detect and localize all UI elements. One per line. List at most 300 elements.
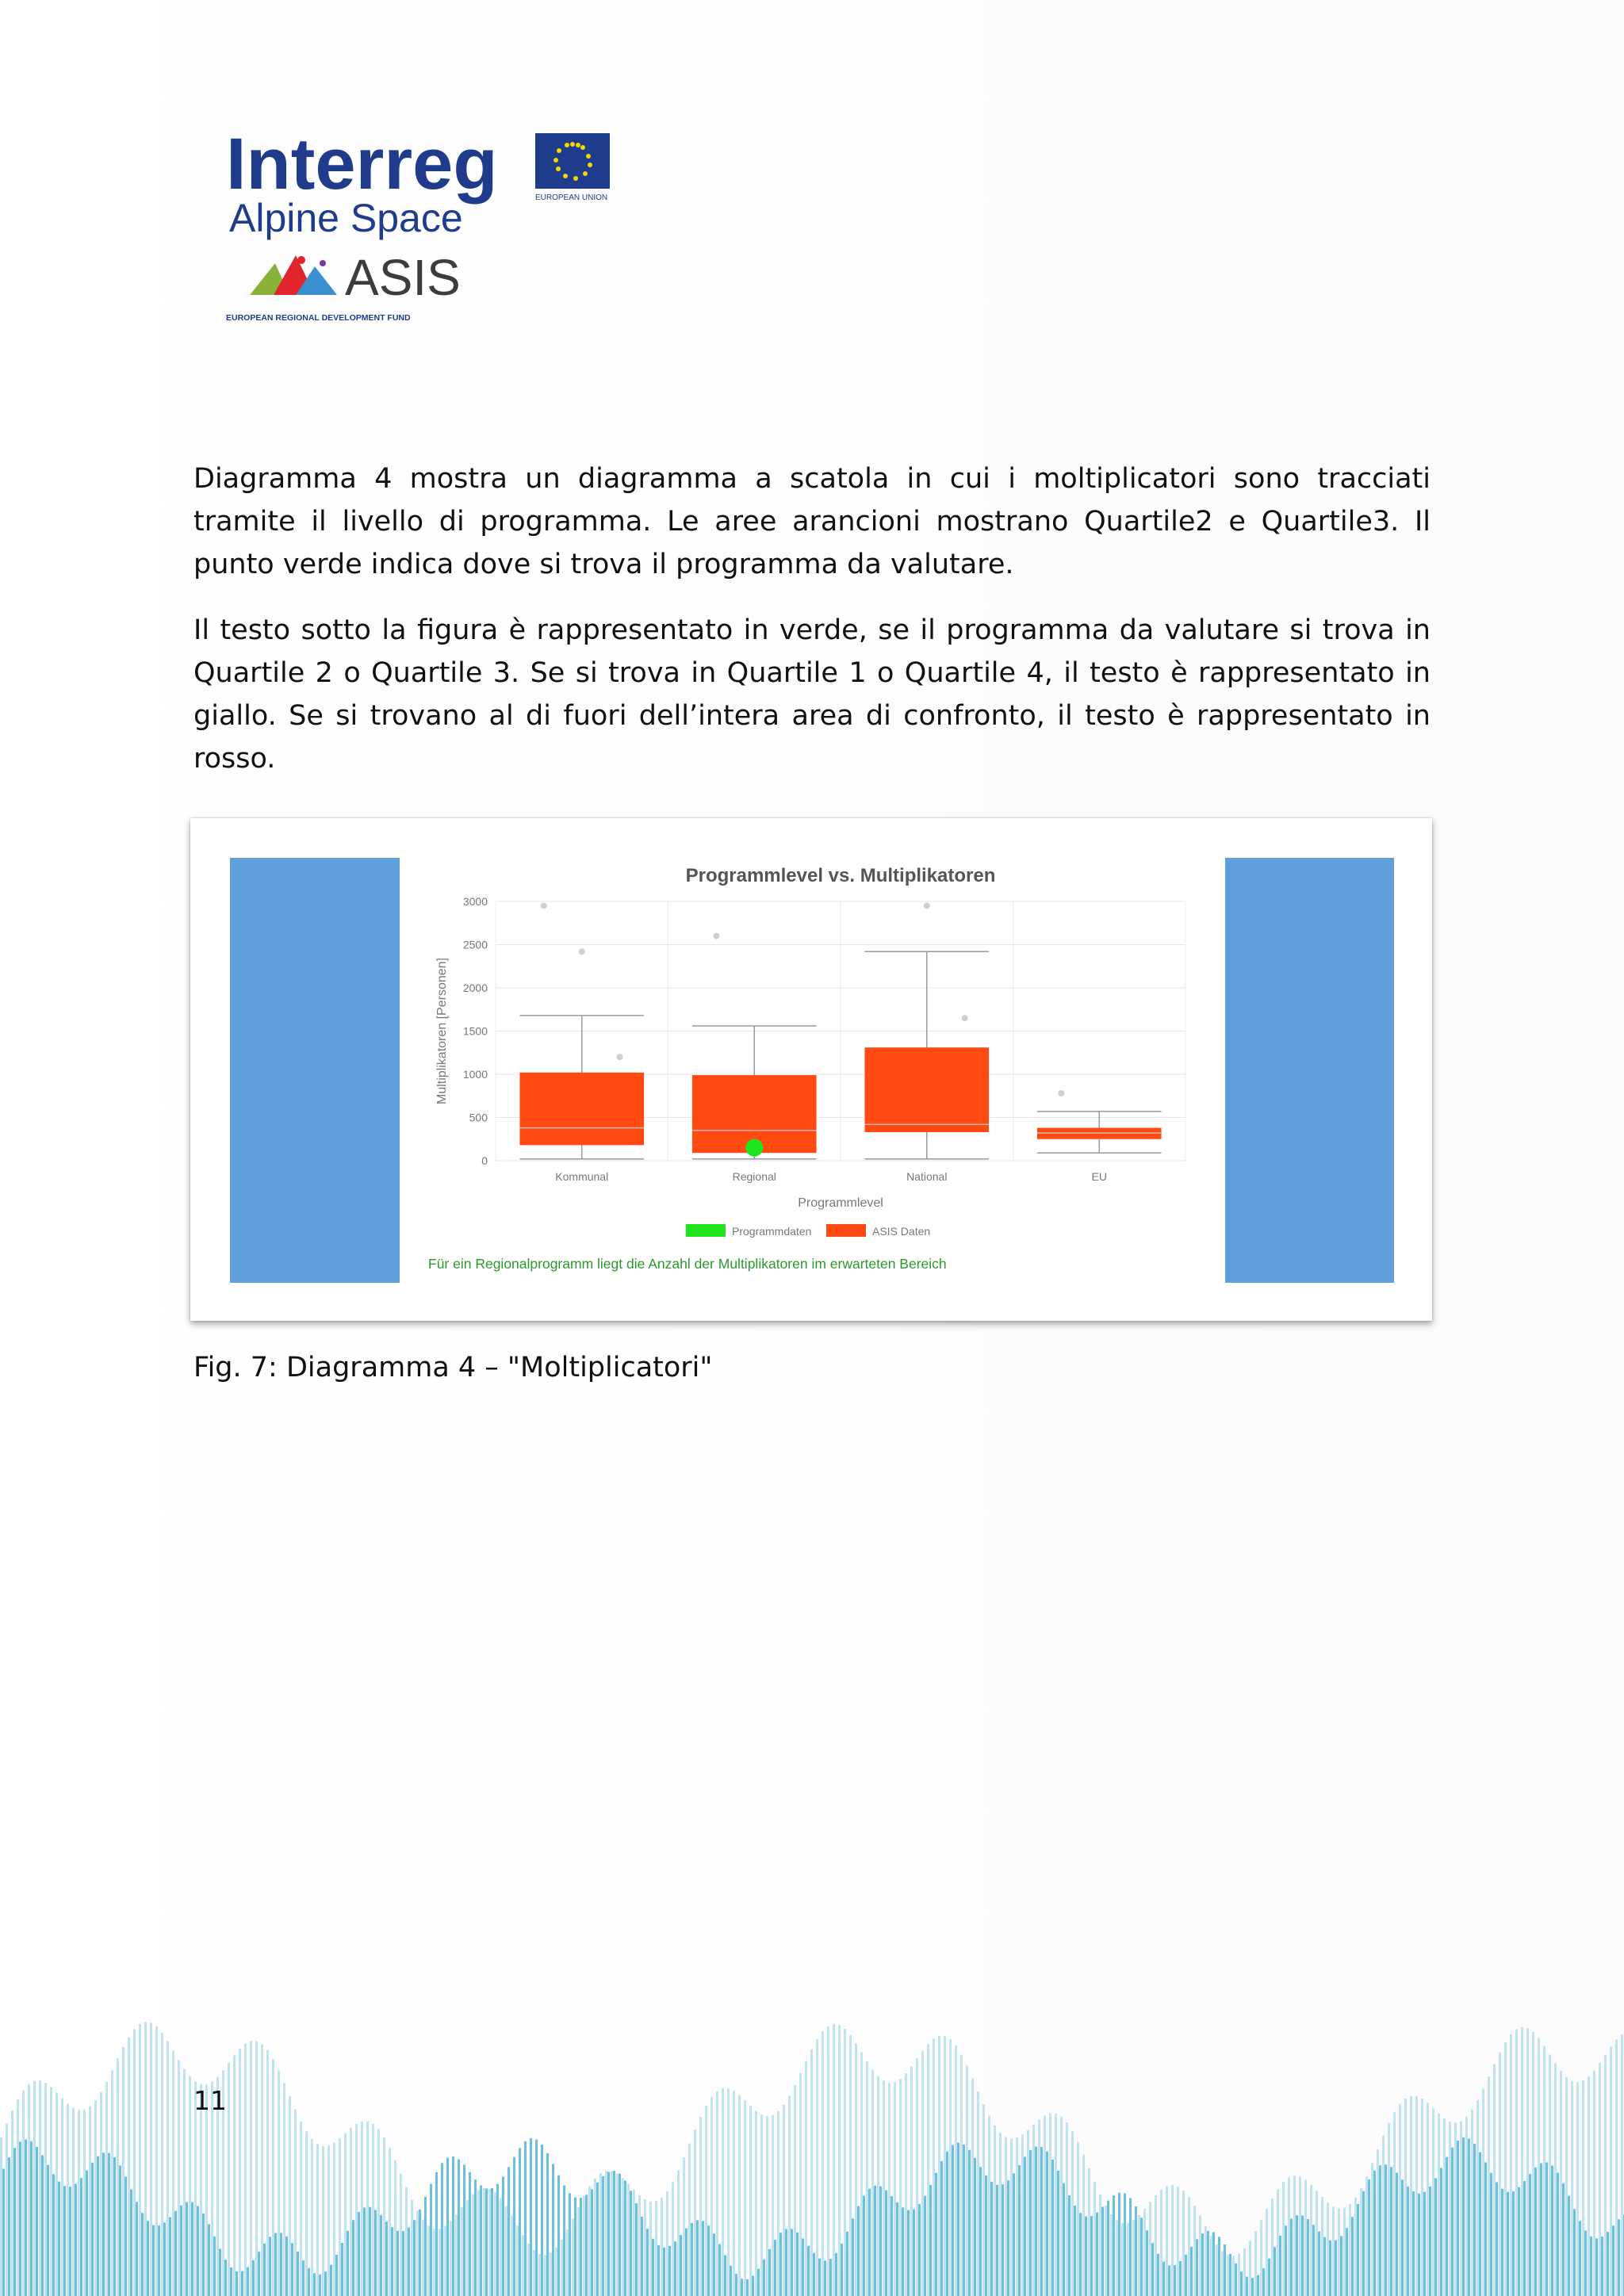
wave-bar xyxy=(61,2099,63,2296)
wave-bar xyxy=(1174,2265,1176,2296)
wave-bar xyxy=(768,2249,771,2296)
wave-bar xyxy=(439,2229,441,2296)
wave-bar xyxy=(602,2176,604,2296)
wave-bar xyxy=(1029,2150,1032,2296)
wave-bar xyxy=(561,2240,563,2296)
wave-bar xyxy=(1124,2194,1126,2296)
wave-bar xyxy=(827,2026,829,2296)
wave-bar xyxy=(657,2245,660,2296)
wave-bar xyxy=(278,2070,280,2296)
legend-label: ASIS Daten xyxy=(872,1225,931,1238)
wave-bar xyxy=(933,2039,935,2296)
wave-bar xyxy=(777,2111,779,2296)
wave-bar xyxy=(1449,2122,1451,2296)
wave-bar xyxy=(652,2239,654,2296)
wave-bar xyxy=(1388,2123,1390,2296)
wave-bar xyxy=(366,2122,369,2296)
wave-bar xyxy=(389,2148,391,2296)
wave-bar xyxy=(519,2148,521,2296)
wave-bar xyxy=(122,2047,124,2296)
wave-bar xyxy=(58,2182,60,2296)
figure-screenshot xyxy=(190,818,1432,1321)
legend-swatch-programmdaten xyxy=(686,1224,726,1237)
wave-bar xyxy=(1205,2226,1207,2296)
wave-bar xyxy=(1166,2186,1168,2296)
wave-bar xyxy=(1201,2233,1204,2296)
wave-bar xyxy=(105,2082,108,2296)
wave-bar xyxy=(707,2225,710,2296)
wave-bar xyxy=(910,2066,913,2296)
wave-bar xyxy=(829,2259,832,2296)
wave-bar xyxy=(572,2218,574,2296)
wave-bar xyxy=(896,2202,898,2296)
wave-bar xyxy=(1110,2214,1113,2296)
wave-bar xyxy=(1049,2114,1051,2296)
eu-label: EUROPEAN UNION xyxy=(535,193,608,202)
interreg-alpine-space-asis-logo xyxy=(226,127,630,329)
wave-bar xyxy=(1377,2149,1379,2296)
wave-bar xyxy=(727,2088,730,2296)
wave-bar xyxy=(50,2087,52,2296)
wave-bar xyxy=(63,2186,66,2296)
wave-bar xyxy=(1368,2179,1370,2296)
wave-bar xyxy=(855,2043,857,2296)
wave-bar xyxy=(1171,2185,1174,2296)
wave-bar xyxy=(1024,2156,1026,2296)
wave-bar xyxy=(1288,2178,1290,2296)
wave-bar xyxy=(566,2229,569,2296)
paragraph-description: Diagramma 4 mostra un diagramma a scatola in cui i moltiplicatori sono tracciati tramite il livello di programma. Le aree arancioni mostrano Quartile2 e Quartile3. Il punto verde indica dove si trova il programma da valutare. xyxy=(193,463,1431,580)
wave-bar xyxy=(1440,2168,1442,2296)
wave-bar xyxy=(899,2079,902,2296)
wave-bar xyxy=(1454,2122,1457,2296)
decorative-sound-wave-footer xyxy=(0,2006,1624,2296)
wave-bar xyxy=(224,2260,227,2296)
wave-bar xyxy=(1060,2117,1063,2296)
wave-bar xyxy=(1010,2139,1013,2296)
wave-bar xyxy=(802,2238,804,2296)
wave-bar xyxy=(1493,2064,1496,2296)
wave-bar xyxy=(1504,2042,1507,2296)
wave-bar xyxy=(117,2058,119,2296)
wave-bar xyxy=(630,2191,632,2296)
wave-bar xyxy=(724,2256,726,2296)
wave-bar xyxy=(685,2229,688,2296)
wave-bar xyxy=(1407,2187,1409,2296)
wave-bar xyxy=(763,2260,765,2296)
wave-bar xyxy=(191,2202,193,2296)
wave-bar xyxy=(1390,2168,1392,2296)
wave-bar xyxy=(1557,2173,1559,2296)
wave-bar xyxy=(949,2039,952,2296)
wave-bar xyxy=(69,2187,71,2296)
wave-bar xyxy=(1051,2160,1054,2296)
wave-bar xyxy=(1168,2265,1170,2296)
wave-bar xyxy=(605,2171,607,2296)
wave-bar xyxy=(846,2232,848,2296)
wave-bar xyxy=(333,2143,335,2296)
wave-bar xyxy=(1296,2215,1298,2296)
wave-bar xyxy=(19,2141,21,2296)
logo-program: Alpine Space xyxy=(229,196,463,240)
wave-bar xyxy=(1612,2225,1614,2296)
wave-bar xyxy=(661,2198,663,2296)
wave-bar xyxy=(466,2200,469,2296)
wave-bar xyxy=(294,2109,297,2296)
wave-bar xyxy=(1499,2053,1501,2296)
wave-bar xyxy=(979,2167,982,2296)
wave-bar xyxy=(1199,2216,1201,2296)
wave-bar xyxy=(1488,2076,1490,2296)
y-tick-label: 2500 xyxy=(462,938,488,951)
wave-bar xyxy=(78,2110,80,2296)
wave-bar xyxy=(263,2244,266,2296)
wave-bar xyxy=(1235,2263,1237,2296)
wave-bar xyxy=(585,2195,588,2296)
wave-bar xyxy=(591,2189,593,2296)
wave-bar xyxy=(161,2033,163,2296)
wave-bar xyxy=(1515,2029,1518,2296)
wave-bar xyxy=(502,2176,504,2296)
y-tick-label: 500 xyxy=(469,1111,488,1124)
wave-bar xyxy=(1471,2110,1473,2296)
wave-bar xyxy=(305,2131,308,2296)
wave-bar xyxy=(341,2243,343,2296)
wave-bar xyxy=(1599,2063,1601,2296)
wave-bar xyxy=(680,2235,682,2296)
wave-bar xyxy=(383,2137,385,2296)
wave-bar xyxy=(866,2061,868,2296)
wave-bar xyxy=(1155,2195,1157,2296)
wave-bar xyxy=(300,2122,302,2296)
wave-bar xyxy=(796,2233,799,2296)
wave-bar xyxy=(1094,2182,1096,2296)
wave-bar xyxy=(1465,2117,1468,2296)
wave-bar xyxy=(1610,2046,1612,2296)
wave-bar xyxy=(985,2175,987,2296)
chart-status-text: Für ein Regionalprogramm liegt die Anzahl der Multiplikatoren im erwarteten Bereich xyxy=(428,1256,947,1272)
wave-bar xyxy=(139,2024,141,2296)
wave-bar xyxy=(1238,2254,1240,2296)
wave-bar xyxy=(1371,2164,1373,2296)
wave-bar xyxy=(894,2082,896,2296)
wave-bar xyxy=(927,2044,929,2296)
wave-bar xyxy=(289,2096,291,2296)
wave-bar xyxy=(666,2191,668,2296)
wave-bar xyxy=(550,2252,552,2296)
wave-bar xyxy=(1615,2040,1618,2296)
wave-bar xyxy=(824,2260,826,2296)
wave-bar xyxy=(1357,2204,1359,2296)
wave-bar xyxy=(313,2273,316,2296)
wave-bar xyxy=(97,2156,99,2296)
wave-bar xyxy=(1468,2139,1470,2296)
wave-bar xyxy=(488,2189,491,2296)
wave-bar xyxy=(1182,2191,1185,2296)
wave-bar xyxy=(1562,2183,1565,2296)
wave-bar xyxy=(822,2031,824,2296)
wave-bar xyxy=(971,2078,974,2296)
wave-bar xyxy=(1121,2223,1124,2296)
wave-bar xyxy=(1545,2162,1548,2296)
paragraph-color-rules: Il testo sotto la figura è rappresentato in verde, se il programma da valutare si trova in Quartile 2 o Quartile 3. Se si trova in Quartile 1 o Quartile 4, il testo è rappresentato in giallo. Se si trovano al di fuori dell’intera area di confronto, il testo è rappresentato in rosso. xyxy=(193,614,1431,775)
wave-bar xyxy=(1332,2206,1335,2296)
wave-bar xyxy=(974,2158,976,2296)
wave-bar xyxy=(344,2133,347,2296)
wave-bar xyxy=(569,2193,571,2296)
wave-bar xyxy=(124,2176,127,2296)
wave-bar xyxy=(174,2211,177,2296)
wave-bar xyxy=(622,2178,624,2296)
wave-bar xyxy=(435,2172,438,2296)
wave-bar xyxy=(505,2206,508,2296)
wave-bar xyxy=(1312,2225,1315,2296)
wave-bar xyxy=(297,2252,299,2296)
outlier-point xyxy=(1058,1090,1064,1096)
wave-bar xyxy=(1338,2209,1340,2296)
wave-bar xyxy=(1457,2141,1459,2296)
wave-bar xyxy=(1316,2191,1318,2296)
wave-bar xyxy=(1157,2254,1159,2296)
wave-bar xyxy=(372,2124,374,2296)
wave-bar xyxy=(233,2055,236,2296)
wave-bar xyxy=(266,2050,269,2296)
wave-bar xyxy=(1232,2256,1235,2296)
wave-bar xyxy=(380,2215,382,2296)
wave-bar xyxy=(347,2231,349,2296)
wave-bar xyxy=(1438,2114,1440,2296)
wave-bar xyxy=(39,2080,41,2296)
wave-bar xyxy=(22,2091,25,2296)
wave-bar xyxy=(400,2174,402,2296)
wave-bar xyxy=(1373,2171,1376,2296)
boxplot-chart xyxy=(190,818,1432,1321)
wave-bar xyxy=(13,2148,16,2296)
wave-bar xyxy=(588,2187,591,2296)
wave-bar xyxy=(280,2233,282,2296)
wave-bar xyxy=(1543,2046,1545,2296)
wave-bar xyxy=(285,2237,288,2296)
wave-bar xyxy=(89,2107,91,2296)
wave-bar xyxy=(1351,2217,1354,2296)
wave-bar xyxy=(272,2059,274,2296)
wave-bar xyxy=(1404,2099,1407,2296)
wave-bar xyxy=(483,2188,485,2296)
wave-bar xyxy=(1393,2112,1396,2296)
wave-bar xyxy=(533,2250,535,2296)
wave-bar xyxy=(2,2169,5,2296)
wave-bar xyxy=(119,2165,121,2296)
y-tick-label: 1000 xyxy=(462,1068,488,1081)
wave-bar xyxy=(1251,2278,1254,2296)
wave-bar xyxy=(327,2145,330,2296)
wave-bar xyxy=(1135,2206,1137,2296)
wave-bar xyxy=(1590,2237,1592,2296)
wave-bar xyxy=(86,2171,88,2296)
wave-bar xyxy=(241,2271,243,2296)
wave-bar xyxy=(1016,2137,1018,2296)
wave-bar xyxy=(208,2224,210,2296)
wave-bar xyxy=(413,2220,416,2296)
wave-bar xyxy=(580,2198,582,2296)
wave-bar xyxy=(350,2128,352,2296)
wave-bar xyxy=(1227,2255,1229,2296)
wave-bar xyxy=(1434,2178,1437,2296)
wave-bar xyxy=(1571,2081,1573,2296)
wave-bar xyxy=(228,2063,230,2296)
wave-bar xyxy=(1127,2223,1129,2296)
wave-bar xyxy=(28,2084,30,2296)
wave-bar xyxy=(1443,2118,1446,2296)
wave-bar xyxy=(921,2051,924,2296)
wave-bar xyxy=(1607,2232,1609,2296)
wave-bar xyxy=(455,2214,458,2296)
wave-bar xyxy=(716,2091,718,2296)
wave-bar xyxy=(616,2174,619,2296)
wave-bar xyxy=(1540,2163,1542,2296)
wave-bar xyxy=(180,2206,182,2296)
wave-bar xyxy=(1415,2096,1418,2296)
program-data-point xyxy=(745,1139,763,1157)
wave-bar xyxy=(807,2246,810,2296)
wave-bar xyxy=(1362,2191,1365,2296)
wave-bar xyxy=(541,2145,543,2296)
wave-bar xyxy=(641,2217,643,2296)
wave-bar xyxy=(167,2042,169,2296)
wave-bar xyxy=(1018,2165,1021,2296)
y-axis-label: Multiplikatoren [Personen] xyxy=(435,958,449,1104)
wave-bar xyxy=(646,2229,649,2296)
wave-bar xyxy=(169,2217,171,2296)
wave-bar xyxy=(291,2243,293,2296)
wave-bar xyxy=(244,2044,247,2296)
wave-bar xyxy=(444,2226,446,2296)
wave-bar xyxy=(744,2100,746,2296)
wave-bar xyxy=(788,2096,791,2296)
wave-bar xyxy=(990,2182,993,2296)
wave-bar xyxy=(752,2276,754,2296)
wave-bar xyxy=(1604,2055,1607,2296)
wave-bar xyxy=(741,2279,743,2296)
wave-bar xyxy=(1249,2241,1251,2296)
wave-bar xyxy=(1340,2236,1342,2296)
wave-bar xyxy=(1040,2147,1043,2296)
wave-bar xyxy=(30,2141,33,2296)
wave-bar xyxy=(1518,2187,1520,2296)
wave-bar xyxy=(1432,2108,1434,2296)
wave-bar xyxy=(557,2175,560,2296)
wave-bar xyxy=(1521,2027,1523,2296)
wave-bar xyxy=(1329,2241,1331,2296)
wave-bar xyxy=(1044,2115,1046,2296)
wave-bar xyxy=(1254,2231,1257,2296)
wave-bar xyxy=(1212,2232,1215,2296)
wave-bar xyxy=(960,2055,963,2296)
wave-bar xyxy=(494,2192,496,2296)
wave-bar xyxy=(738,2095,741,2296)
wave-bar xyxy=(1365,2176,1368,2296)
wave-bar xyxy=(635,2203,638,2296)
wave-bar xyxy=(202,2214,205,2296)
wave-bar xyxy=(935,2173,937,2296)
wave-bar xyxy=(500,2198,502,2296)
logo-wordmark: Interreg xyxy=(226,127,498,205)
outlier-point xyxy=(617,1054,623,1060)
fund-label: EUROPEAN REGIONAL DEVELOPMENT FUND xyxy=(226,313,411,323)
wave-bar xyxy=(1035,2147,1037,2296)
wave-bar xyxy=(1301,2215,1304,2296)
wave-bar xyxy=(552,2164,554,2296)
wave-bar xyxy=(1221,2251,1224,2296)
wave-bar xyxy=(918,2204,921,2296)
wave-bar xyxy=(841,2244,843,2296)
wave-bar xyxy=(966,2066,968,2296)
wave-bar xyxy=(1304,2179,1307,2296)
wave-bar xyxy=(1138,2215,1140,2296)
outlier-point xyxy=(579,948,585,955)
wave-bar xyxy=(355,2124,358,2296)
wave-bar xyxy=(322,2146,324,2296)
wave-bar xyxy=(860,2053,863,2296)
wave-bar xyxy=(496,2184,499,2296)
wave-bar xyxy=(1185,2255,1187,2296)
wave-bar xyxy=(1285,2225,1287,2296)
wave-bar xyxy=(1523,2181,1526,2296)
wave-bar xyxy=(141,2213,144,2296)
wave-bar xyxy=(67,2103,69,2296)
wave-bar xyxy=(1532,2032,1534,2296)
wave-bar xyxy=(982,2104,985,2296)
wave-bar xyxy=(47,2165,49,2296)
wave-bar xyxy=(1410,2096,1412,2296)
wave-bar xyxy=(735,2274,737,2296)
legend-label: Programmdaten xyxy=(732,1225,812,1238)
wave-bar xyxy=(1299,2176,1301,2296)
wave-bar xyxy=(674,2241,676,2296)
wave-bar xyxy=(1427,2103,1429,2296)
wave-bar xyxy=(408,2228,410,2296)
wave-bar xyxy=(891,2196,893,2296)
wave-bar xyxy=(1013,2173,1015,2296)
wave-bar xyxy=(511,2215,513,2296)
wave-bar xyxy=(236,2271,238,2296)
wave-bar xyxy=(158,2225,160,2296)
wave-bar xyxy=(1293,2175,1296,2296)
wave-bar xyxy=(1343,2208,1346,2296)
wave-bar xyxy=(871,2069,874,2296)
wave-bar xyxy=(1055,2114,1057,2296)
wave-bar xyxy=(1396,2172,1398,2296)
wave-bar xyxy=(352,2220,354,2296)
wave-bar xyxy=(1218,2237,1220,2296)
wave-bar xyxy=(1385,2164,1387,2296)
wave-bar xyxy=(83,2110,86,2296)
outlier-point xyxy=(541,902,547,909)
wave-bar xyxy=(513,2157,515,2296)
wave-bar xyxy=(963,2145,965,2296)
wave-bar xyxy=(172,2050,174,2296)
wave-bar xyxy=(416,2211,419,2296)
wave-bar xyxy=(316,2144,319,2296)
wave-bar xyxy=(1224,2244,1226,2296)
wave-bar xyxy=(1418,2194,1420,2296)
wave-bar xyxy=(1066,2122,1068,2296)
wave-bar xyxy=(75,2183,77,2296)
wave-bar xyxy=(41,2155,44,2296)
wave-bar xyxy=(1595,2238,1598,2296)
wave-bar xyxy=(596,2183,599,2296)
wave-bar xyxy=(94,2100,97,2296)
